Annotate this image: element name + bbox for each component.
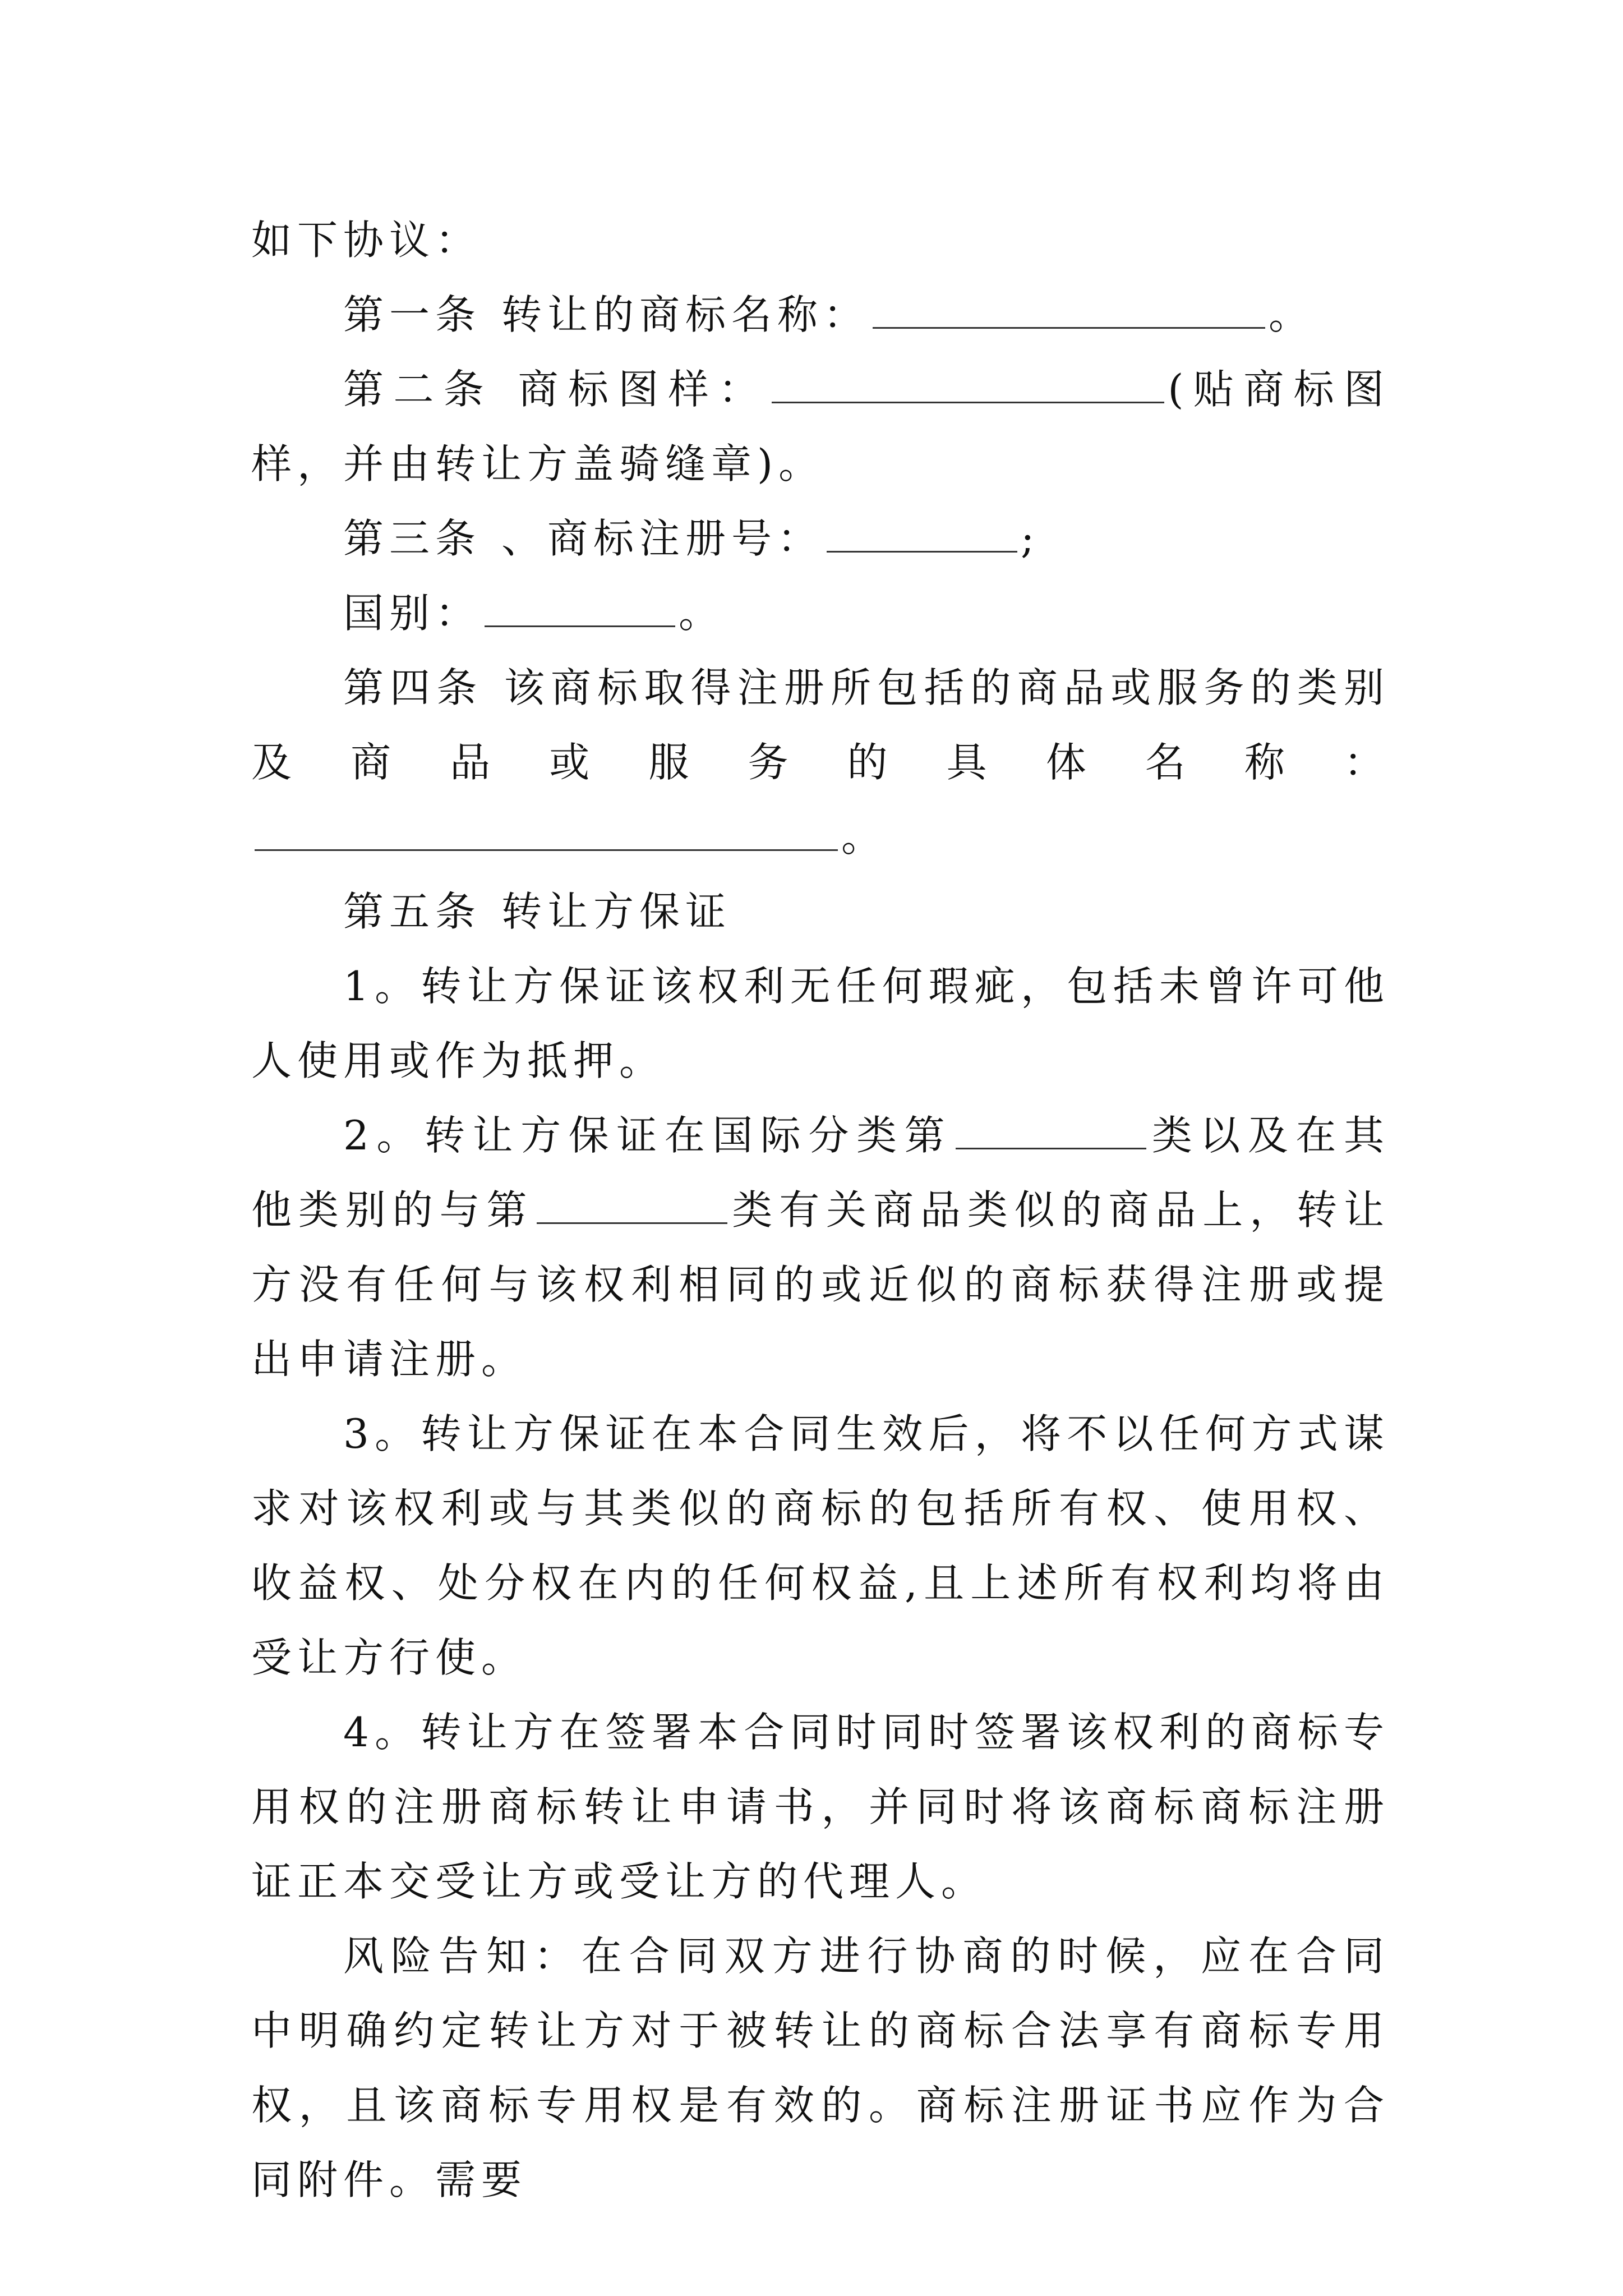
risk-notice (251, 1919, 1390, 2217)
guarantee-item-3-text: 3。转让方保证在本合同生效后，将不以任何方式谋求对该权利或与其类似的商标的包括所有权、使用权、收益权、处分权在内的任何权益,且上述所有权利均将由受让方行使。 (251, 1410, 1390, 1681)
article-5 (251, 875, 1390, 949)
article-4-end: 。 (841, 813, 888, 861)
guarantee-item-2-part1: 2。转让方保证在国际分类第 (343, 1112, 953, 1159)
country-text: 国别： (343, 590, 482, 637)
intl-class-blank (956, 1114, 1146, 1149)
trademark-name-blank (873, 293, 1265, 329)
article-1 (251, 278, 1390, 352)
article-1-end: 。 (1269, 291, 1315, 338)
article-4 (251, 651, 1390, 875)
guarantee-item-4 (251, 1695, 1390, 1919)
country-line (251, 576, 1390, 651)
guarantee-item-1-text: 1。转让方保证该权利无任何瑕疵，包括未曾许可他人使用或作为抵押。 (251, 963, 1390, 1084)
intro-line (251, 203, 1390, 278)
document-body (251, 203, 1390, 2217)
article-3-text: 、商标注册号： (501, 515, 824, 562)
article-5-label: 第五条 (343, 888, 482, 935)
article-3-end: ; (1021, 515, 1040, 562)
guarantee-item-2-part3: 类有关商品类似的商品上，转让方没有任何与该权利相同的或近似的商标获得注册或提出申请注册。 (251, 1186, 1390, 1383)
guarantee-item-3 (251, 1397, 1390, 1695)
related-class-blank (537, 1189, 727, 1224)
country-blank (485, 592, 675, 627)
article-2 (251, 352, 1390, 501)
article-3-label: 第三条 (343, 515, 482, 562)
article-2-label: 第二条 (343, 366, 494, 413)
risk-notice-text: 风险告知：在合同双方进行协商的时候，应在合同中明确约定转让方对于被转让的商标合法享有商标专用权，且该商标专用权是有效的。商标注册证书应作为合同附件。需要 (251, 1932, 1390, 2203)
article-5-text: 转让方保证 (501, 888, 732, 935)
guarantee-item-2 (251, 1098, 1390, 1397)
trademark-design-blank (772, 368, 1164, 403)
goods-services-blank (255, 816, 838, 851)
registration-number-blank (827, 517, 1017, 553)
country-end: 。 (679, 590, 725, 637)
article-2-end: (贴商标图样，并由转让方盖骑缝章)。 (251, 366, 1390, 487)
guarantee-item-4-text: 4。转让方在签署本合同时同时签署该权利的商标专用权的注册商标转让申请书，并同时将该商标商标注册证正本交受让方或受让方的代理人。 (251, 1709, 1390, 1905)
guarantee-item-1 (251, 949, 1390, 1098)
intro-text: 如下协议： (251, 217, 482, 264)
article-4-label: 第四条 (343, 664, 483, 711)
article-3 (251, 501, 1390, 576)
article-1-text: 转让的商标名称： (501, 291, 870, 338)
article-2-text: 商标图样： (514, 366, 769, 413)
article-4-text: 该商标取得注册所包括的商品或服务的类别及商品或服务的具体名称： (251, 664, 1390, 786)
guarantee-item-2-part2: 类以及在其他类别的与第 (251, 1112, 1390, 1234)
article-1-label: 第一条 (343, 291, 482, 338)
